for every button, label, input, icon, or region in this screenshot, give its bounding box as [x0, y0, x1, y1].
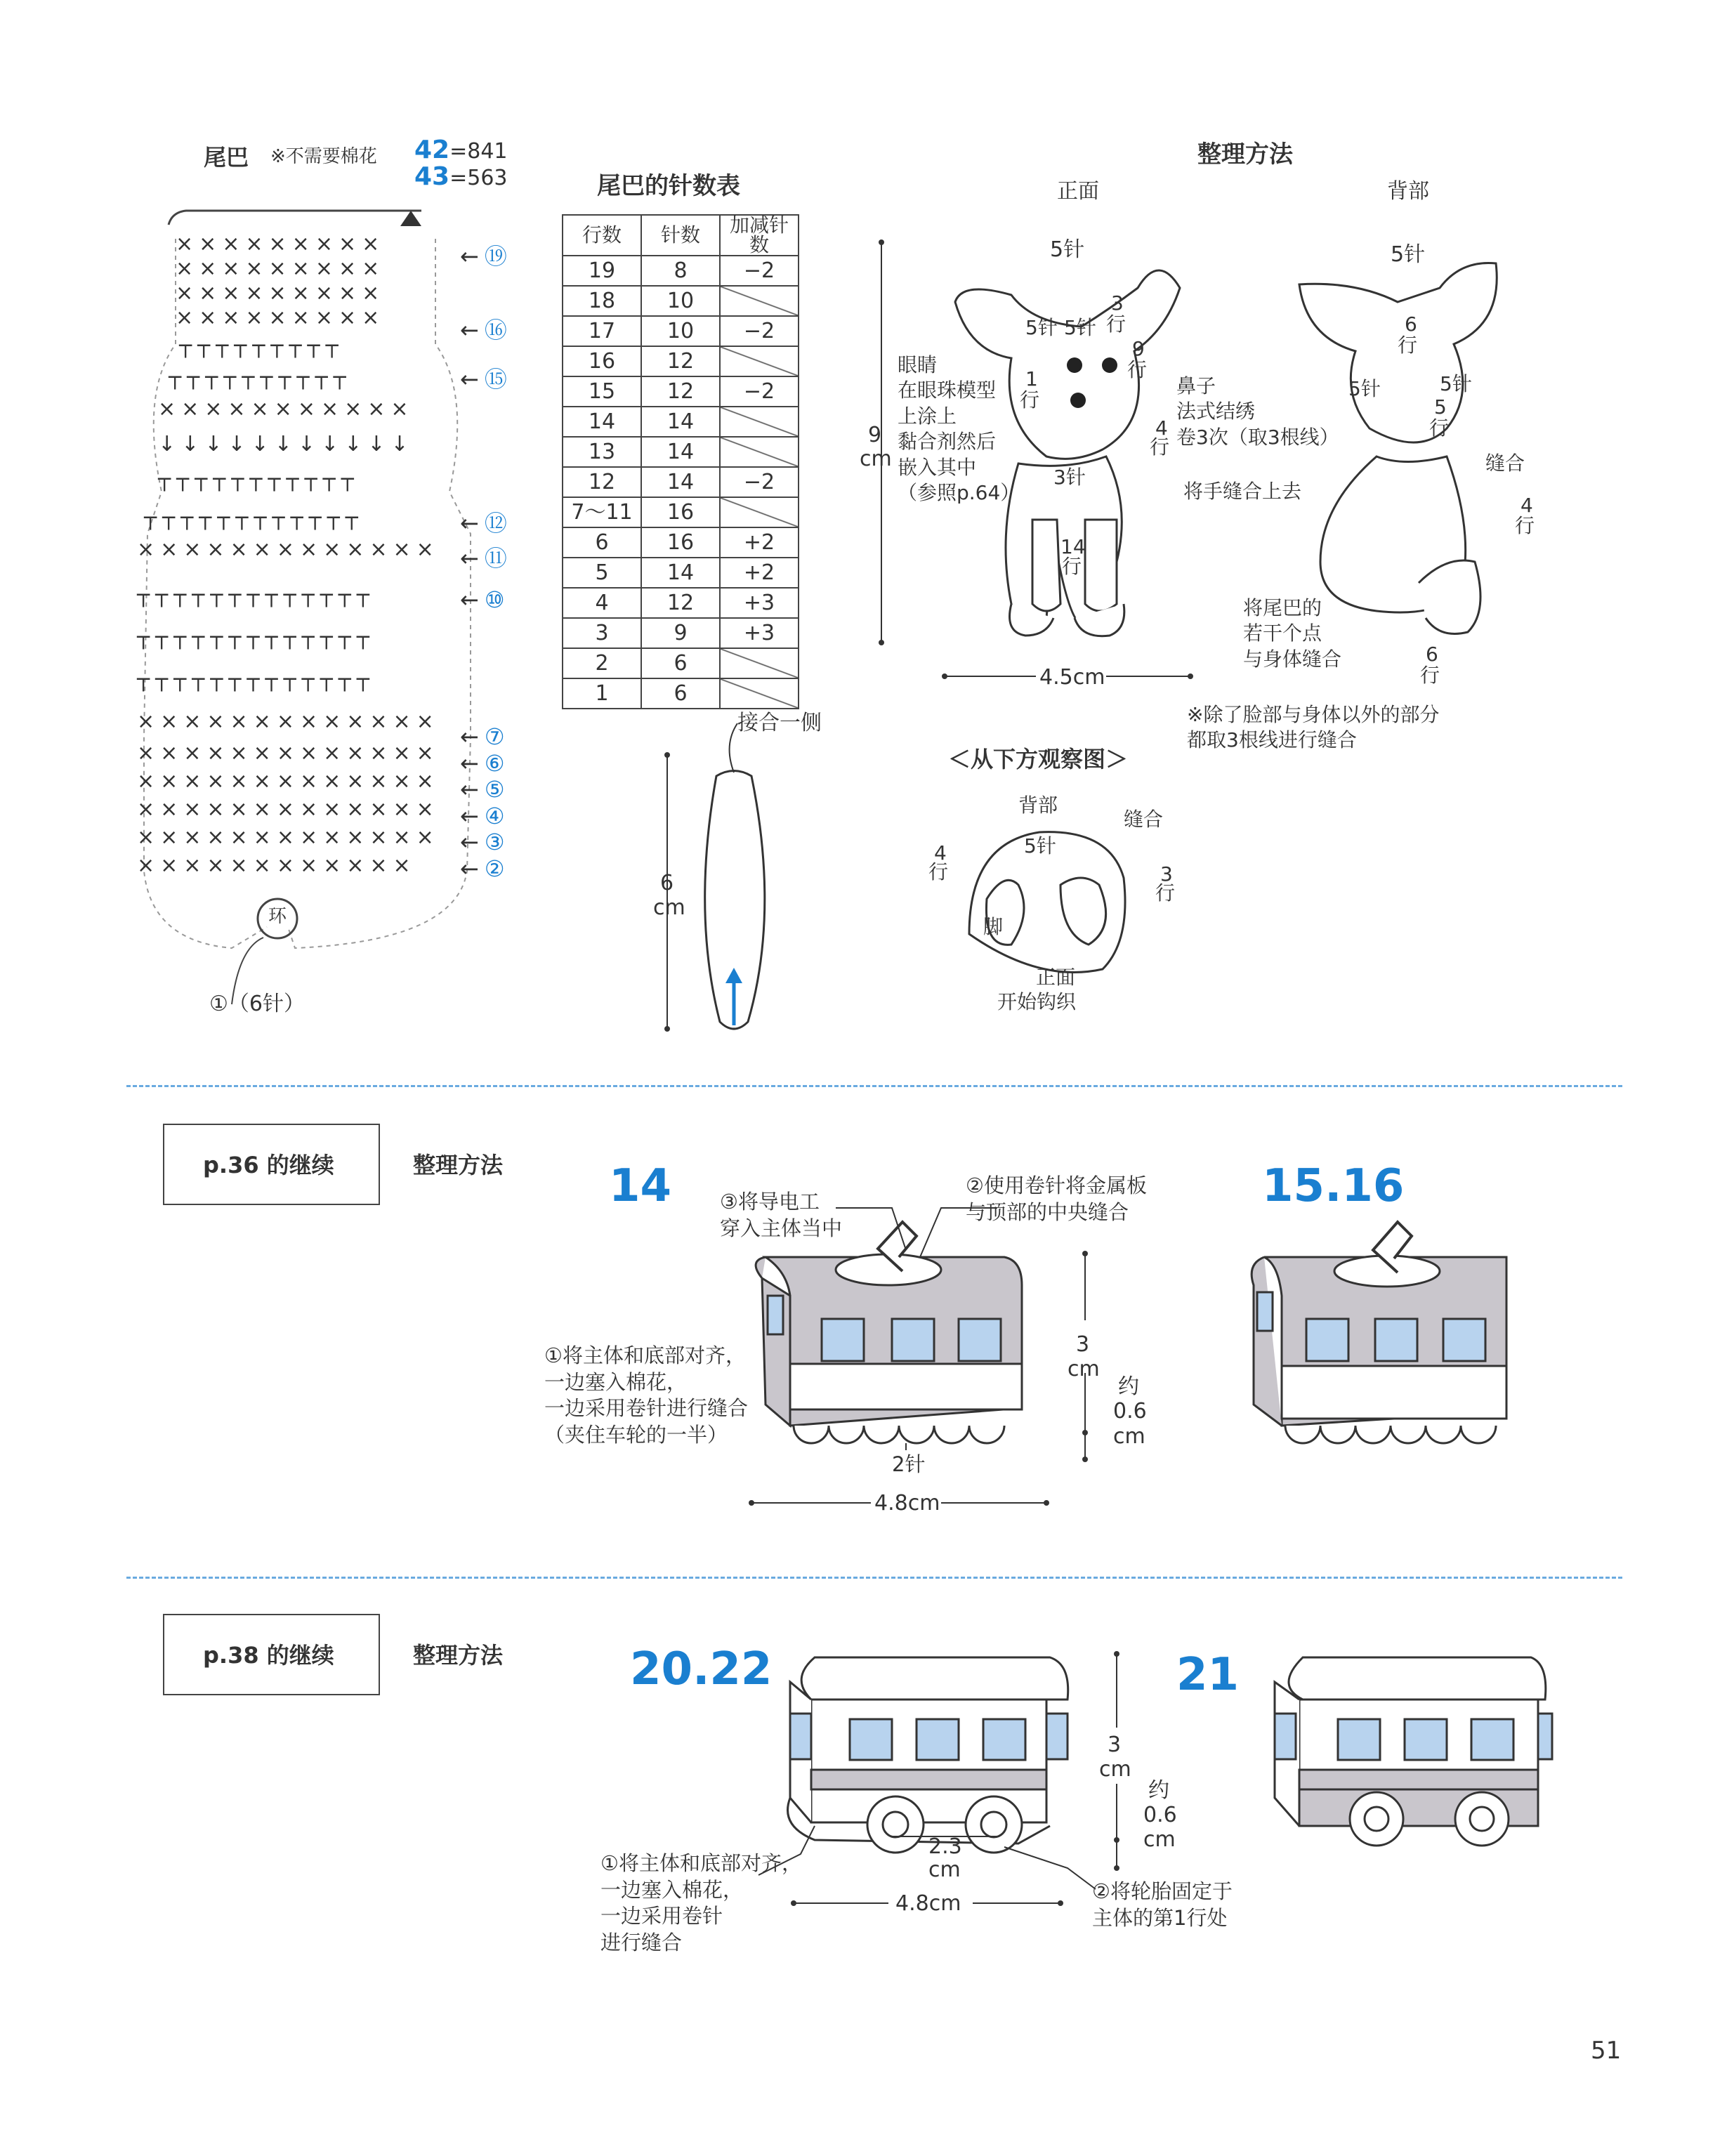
- back-label: 背部: [1387, 179, 1429, 204]
- row-marker-number: ⑪: [484, 545, 507, 572]
- header-inc-dec: 加减针数: [720, 215, 799, 256]
- back-r5-unit: 行: [1429, 416, 1450, 440]
- bottom-view-start: 开始钩织: [997, 990, 1077, 1013]
- yarn-number: 42: [414, 136, 450, 164]
- finishing-footnote: ※除了脸部与身体以外的部分 都取3根线进行缝合: [1187, 703, 1440, 752]
- stitch-symbol-row: ┬┬┬┬┬┬┬┬┬┬┬: [158, 467, 360, 492]
- bottom-view-r3-unit: 行: [1155, 881, 1176, 905]
- table-cell-row: 7〜11: [563, 497, 641, 527]
- back-sew-label: 缝合: [1485, 452, 1525, 475]
- table-cell-row: 12: [563, 467, 641, 497]
- p38-depth-value: 0.6: [1143, 1803, 1177, 1827]
- stitch-symbol-row: ┬┬┬┬┬┬┬┬┬: [179, 334, 344, 358]
- stitch-table-title: 尾巴的针数表: [597, 172, 740, 200]
- back-r5-num: 5: [1434, 395, 1447, 419]
- stitch-symbol-row: ××××××××××××: [137, 853, 416, 878]
- front-chest-stitches: 3针: [1053, 466, 1086, 489]
- front-r3-num: 3: [1111, 291, 1124, 315]
- front-label: 正面: [1057, 179, 1099, 204]
- table-cell-change: −2: [720, 256, 799, 286]
- p38-wheel-unit: cm: [928, 1858, 961, 1882]
- table-cell-change: −2: [720, 467, 799, 497]
- p36-depth-value: 0.6: [1113, 1399, 1147, 1424]
- front-eye-stitches-b: 5针: [1064, 316, 1096, 339]
- p36-note-2: ②使用卷针将金属板 与顶部的中央缝合: [966, 1174, 1147, 1224]
- arrow-icon: ←: [460, 243, 479, 270]
- stitch-symbol-row: ×××××××××: [176, 305, 386, 330]
- row-marker-number: ②: [484, 855, 505, 882]
- section-heading: 整理方法: [413, 1152, 504, 1178]
- table-cell-row: 16: [563, 346, 641, 376]
- back-r6-bottom-num: 6: [1426, 643, 1438, 666]
- table-cell-change: −2: [720, 316, 799, 346]
- table-cell-row: 18: [563, 286, 641, 316]
- row-marker-number: ⑦: [484, 723, 505, 750]
- arrow-icon: ←: [460, 750, 479, 777]
- dog-width-value: 4.5cm: [1039, 665, 1105, 690]
- arrow-icon: ←: [460, 829, 479, 855]
- finishing-title: 整理方法: [1197, 140, 1293, 169]
- table-cell-row: 6: [563, 527, 641, 558]
- p36-height-value: 3: [1076, 1332, 1090, 1357]
- table-cell-row: 17: [563, 316, 641, 346]
- table-cell-stitches: 6: [641, 678, 720, 709]
- join-label: 接合一侧: [737, 711, 822, 735]
- tail-height-unit: cm: [653, 895, 685, 920]
- row-marker-number: ⑤: [484, 776, 505, 803]
- front-r9-unit: 行: [1127, 358, 1148, 381]
- page-number: 51: [1591, 2037, 1622, 2065]
- table-cell-stitches: 12: [641, 376, 720, 407]
- stitch-symbol-row: ×××××××××××××: [137, 537, 440, 562]
- arrow-icon: ←: [460, 723, 479, 750]
- table-cell-change: +3: [720, 588, 799, 618]
- p36-depth-unit: cm: [1113, 1424, 1145, 1449]
- stitch-symbol-row: ×××××××××: [176, 256, 386, 281]
- bottom-view-foot-label: 脚: [983, 915, 1004, 938]
- front-r4-num: 4: [1155, 416, 1168, 440]
- train-window: [917, 1719, 959, 1760]
- front-r1-num: 1: [1025, 367, 1038, 390]
- p36-height-unit: cm: [1068, 1357, 1100, 1381]
- bottom-view-r4-unit: 行: [928, 860, 949, 883]
- header-stitch-count: 针数: [641, 215, 720, 256]
- yarn-number: 43: [414, 162, 450, 191]
- table-cell-stitches: 12: [641, 346, 720, 376]
- stitch-symbol-row: ┬┬┬┬┬┬┬┬┬┬┬┬: [144, 506, 364, 530]
- p36-note-3: ③将导电工 穿入主体当中: [720, 1190, 843, 1240]
- bottom-view-title: ＜从下方观察图＞: [948, 746, 1129, 773]
- table-cell-stitches: 14: [641, 437, 720, 467]
- train-window: [1405, 1719, 1447, 1760]
- table-cell-stitches: 16: [641, 497, 720, 527]
- train-window: [1275, 1714, 1296, 1759]
- table-cell-change: +2: [720, 527, 799, 558]
- arrow-icon: ←: [460, 366, 479, 393]
- train-window: [1471, 1719, 1513, 1760]
- p38-depth-prefix: 约: [1148, 1778, 1169, 1803]
- front-r9-num: 9: [1132, 337, 1145, 360]
- stitch-symbol-row: ×××××××××: [176, 281, 386, 305]
- tail-attach-note: 将尾巴的 若干个点 与身体缝合: [1243, 596, 1342, 671]
- start-label: ①（6针）: [209, 992, 305, 1016]
- stitch-symbol-row: ┬┬┬┬┬┬┬┬┬┬┬┬┬: [137, 625, 375, 650]
- table-cell-stitches: 12: [641, 588, 720, 618]
- section-heading: 整理方法: [413, 1642, 504, 1669]
- table-cell-stitches: 6: [641, 648, 720, 678]
- table-cell-change: +2: [720, 558, 799, 588]
- stitch-symbol-row: ×××××××××××××: [137, 741, 440, 765]
- stitch-symbol-row: ×××××××××××××: [137, 797, 440, 822]
- eyes-note: 眼睛 在眼珠模型 上涂上 黏合剂然后 嵌入其中 （参照p.64）: [898, 353, 1020, 504]
- bottom-view-r3-num: 3: [1160, 862, 1173, 886]
- bottom-view-stitches: 5针: [1024, 834, 1056, 857]
- table-cell-row: 13: [563, 437, 641, 467]
- hand-note: 将手缝合上去: [1183, 480, 1302, 503]
- train-window: [1338, 1719, 1380, 1760]
- stitch-symbol-row: ↓↓↓↓↓↓↓↓↓↓↓: [158, 432, 414, 456]
- row-marker-number: ④: [484, 803, 505, 829]
- front-r3-unit: 行: [1106, 313, 1127, 336]
- header-row-count: 行数: [563, 215, 641, 256]
- train-21: [1275, 1657, 1552, 1846]
- back-stitches-right: 5针: [1440, 372, 1472, 395]
- table-cell-change: −2: [720, 376, 799, 407]
- table-cell-stitches: 14: [641, 467, 720, 497]
- table-cell-row: 3: [563, 618, 641, 648]
- back-r4-num: 4: [1520, 494, 1533, 517]
- stitch-symbol-row: ×××××××××××××: [137, 709, 440, 734]
- back-r6-num: 6: [1405, 313, 1417, 336]
- arrow-icon: ←: [460, 776, 479, 803]
- stitch-symbol-row: ×××××××××××××: [137, 769, 440, 794]
- tail-height-value: 6: [660, 871, 674, 895]
- arrow-icon: ←: [460, 317, 479, 343]
- row-marker-number: ⑫: [484, 510, 507, 537]
- stitch-symbol-row: ×××××××××××: [158, 397, 414, 421]
- row-marker-number: ⑲: [484, 243, 507, 270]
- train-window: [983, 1719, 1025, 1760]
- train-window: [790, 1714, 811, 1759]
- stitch-symbol-row: ┬┬┬┬┬┬┬┬┬┬┬┬┬: [137, 667, 375, 692]
- tail-title: 尾巴: [204, 144, 249, 171]
- arrow-icon: ←: [460, 803, 479, 829]
- table-cell-row: 5: [563, 558, 641, 588]
- front-leg-unit: 行: [1062, 555, 1082, 578]
- p38-height-unit: cm: [1099, 1757, 1131, 1782]
- arrow-icon: ←: [460, 510, 479, 537]
- row-marker-number: ⑩: [484, 586, 505, 613]
- p36-depth-prefix: 约: [1118, 1374, 1139, 1399]
- p36-stitch: 2针: [892, 1452, 926, 1476]
- p36-note-1: ①将主体和底部对齐， 一边塞入棉花， 一边采用卷针进行缝合 （夹住车轮的一半）: [544, 1343, 749, 1447]
- p38-height-value: 3: [1108, 1733, 1122, 1757]
- back-ear-stitches: 5针: [1391, 242, 1426, 267]
- table-cell-stitches: 10: [641, 286, 720, 316]
- yarn-code: =841: [449, 139, 508, 164]
- front-eye-stitches-a: 5针: [1025, 316, 1058, 339]
- table-cell-row: 2: [563, 648, 641, 678]
- row-marker-number: ⑯: [484, 317, 507, 343]
- table-cell-stitches: 16: [641, 527, 720, 558]
- model-number: 20.22: [630, 1643, 773, 1695]
- ring-label: 环: [268, 906, 287, 927]
- bottom-view-front: 正面: [1036, 966, 1076, 989]
- dog-height-value: 9: [868, 423, 882, 447]
- p36-width-value: 4.8cm: [874, 1491, 940, 1516]
- p38-width-value: 4.8cm: [895, 1891, 961, 1916]
- table-cell-row: 15: [563, 376, 641, 407]
- table-cell-row: 19: [563, 256, 641, 286]
- front-r1-unit: 行: [1020, 388, 1040, 412]
- table-cell-row: 14: [563, 407, 641, 437]
- back-r6-unit: 行: [1398, 334, 1418, 357]
- train-20-22: [788, 1657, 1068, 1853]
- row-marker-number: ③: [484, 829, 505, 855]
- table-cell-stitches: 14: [641, 407, 720, 437]
- yarn-code: =563: [449, 166, 508, 190]
- table-cell-stitches: 10: [641, 316, 720, 346]
- nose-note: 鼻子 法式结绣 卷3次（取3根线）: [1176, 374, 1339, 449]
- bottom-view-back: 背部: [1018, 794, 1058, 817]
- stitch-symbol-row: ×××××××××: [176, 232, 386, 256]
- arrow-icon: ←: [460, 586, 479, 613]
- table-cell-stitches: 8: [641, 256, 720, 286]
- tail-note: ※不需要棉花: [270, 146, 377, 167]
- model-number: 21: [1176, 1649, 1240, 1701]
- model-number: 15.16: [1262, 1160, 1405, 1212]
- row-marker-number: ⑮: [484, 366, 507, 393]
- p38-note-1: ①将主体和底部对齐， 一边塞入棉花， 一边采用卷针 进行缝合: [600, 1851, 802, 1955]
- row-marker-number: ⑥: [484, 750, 505, 777]
- bottom-view-r4-num: 4: [934, 841, 947, 865]
- table-cell-stitches: 9: [641, 618, 720, 648]
- stitch-symbol-row: ×××××××××××××: [137, 825, 440, 850]
- ref-label: p.38 的继续: [203, 1642, 334, 1669]
- stitch-symbol-row: ┬┬┬┬┬┬┬┬┬┬: [169, 365, 352, 390]
- p38-wheel-value: 2.3: [928, 1834, 962, 1859]
- p38-depth-unit: cm: [1143, 1827, 1176, 1852]
- train-window: [1538, 1714, 1552, 1759]
- front-r4-unit: 行: [1150, 435, 1170, 459]
- bottom-view-sew: 缝合: [1124, 808, 1164, 831]
- ref-label: p.36 的继续: [203, 1152, 334, 1178]
- dog-height-unit: cm: [860, 447, 892, 471]
- stitch-symbol-row: ┬┬┬┬┬┬┬┬┬┬┬┬┬: [137, 583, 375, 607]
- table-cell-row: 1: [563, 678, 641, 709]
- table-cell-stitches: 14: [641, 558, 720, 588]
- train-window: [850, 1719, 892, 1760]
- back-r6-bottom-unit: 行: [1420, 664, 1440, 687]
- back-r4-unit: 行: [1515, 514, 1535, 537]
- table-cell-change: +3: [720, 618, 799, 648]
- back-stitches-left: 5针: [1348, 377, 1381, 400]
- arrow-icon: ←: [460, 545, 479, 572]
- p38-note-2: ②将轮胎固定于 主体的第1行处: [1092, 1879, 1233, 1930]
- model-number: 14: [609, 1160, 672, 1212]
- front-ear-stitches: 5针: [1050, 237, 1085, 262]
- front-leg-num: 14: [1060, 535, 1086, 558]
- table-cell-row: 4: [563, 588, 641, 618]
- train-window: [1046, 1714, 1068, 1759]
- arrow-icon: ←: [460, 855, 479, 882]
